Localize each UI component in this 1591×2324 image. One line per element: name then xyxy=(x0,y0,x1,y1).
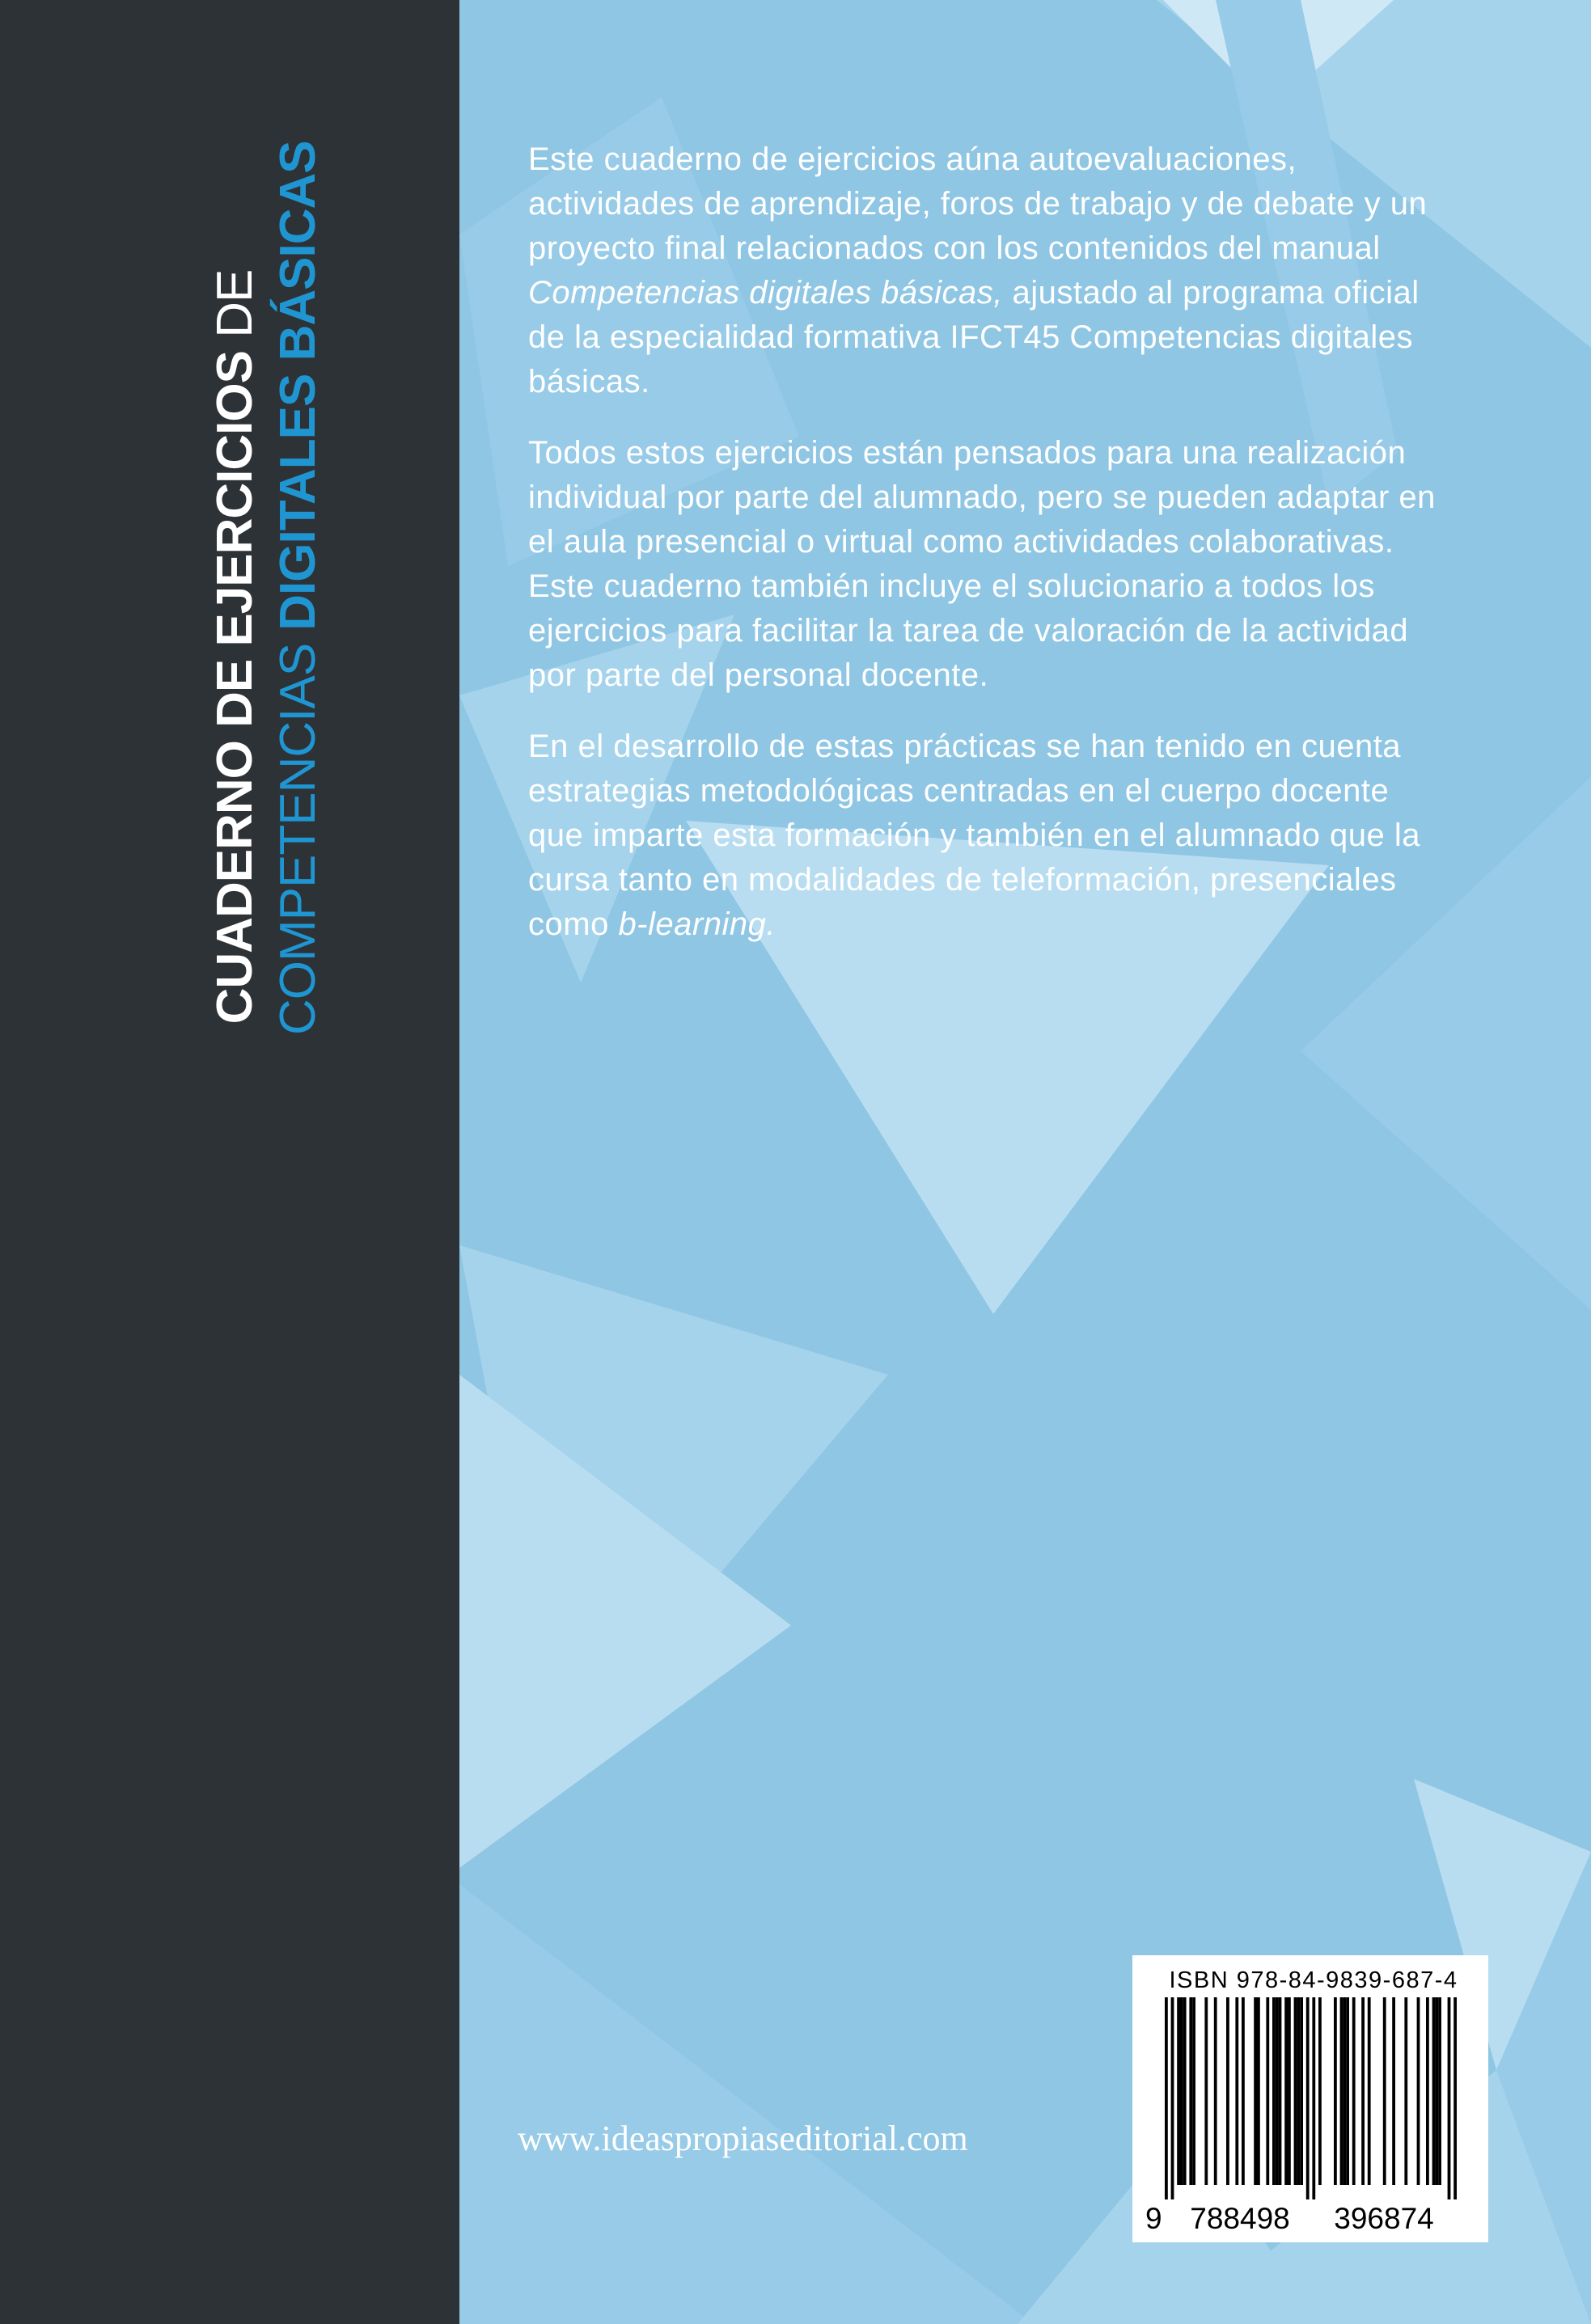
paragraph-2 xyxy=(528,431,1446,698)
spine-title-line2 xyxy=(267,141,330,1035)
text-segment: Competencias digitales básicas, xyxy=(528,275,1003,311)
barcode-digits-left-group: 788498 xyxy=(1190,2202,1290,2235)
barcode-digits-right-group: 396874 xyxy=(1334,2202,1434,2235)
text-segment: ajustado al programa oficial de la especialidad formativa IFCT45 Competencias digitales básicas. xyxy=(528,275,1420,399)
paragraph-1 xyxy=(528,137,1446,404)
text-segment: b-learning. xyxy=(618,906,776,942)
spine-title-line2-bold: DIGITALES BÁSICAS xyxy=(270,141,326,644)
paragraph-3 xyxy=(528,725,1446,947)
spine-title-line1 xyxy=(204,259,267,1035)
spine-vertical-title xyxy=(204,141,330,1035)
barcode-bars xyxy=(1165,1997,1457,2199)
isbn-label: ISBN 978-84-9839-687-4 xyxy=(1169,1967,1458,1993)
text-segment: En el desarrollo de estas prácticas se han tenido en cuenta estrategias metodológicas centradas en el cuerpo docente que imparte esta formación y también en el alumnado que la cursa tanto en modalidades de teleformación, presenciales como xyxy=(528,729,1420,942)
spine-title-line1-light: DE xyxy=(207,269,263,351)
text-segment: Este cuaderno de ejercicios aúna autoevaluaciones, actividades de aprendizaje, foros de trabajo y de debate y un proyecto final relacionados con los contenidos del manual xyxy=(528,142,1428,266)
ean13-barcode xyxy=(1132,1955,1488,2242)
description-text-block xyxy=(528,137,1446,974)
spine-panel xyxy=(0,0,459,2324)
spine-title-line2-light: COMPETENCIAS xyxy=(270,643,326,1035)
isbn-barcode-box xyxy=(1132,1955,1488,2242)
cover-area xyxy=(459,0,1591,2324)
spine-title-line1-bold: CUADERNO DE EJERCICIOS xyxy=(207,351,263,1025)
publisher-website-url: www.ideaspropiaseditorial.com xyxy=(518,2119,968,2158)
barcode-digit-prefix: 9 xyxy=(1145,2202,1162,2235)
text-segment: Todos estos ejercicios están pensados para una realización individual por parte del alumnado, pero se pueden adaptar en el aula presencial o virtual como actividades colaborativas. Este cuaderno también incluye el solucionario a todos los ejercicios para facilitar la tarea de valoración de la actividad por parte del personal docente. xyxy=(528,435,1436,693)
